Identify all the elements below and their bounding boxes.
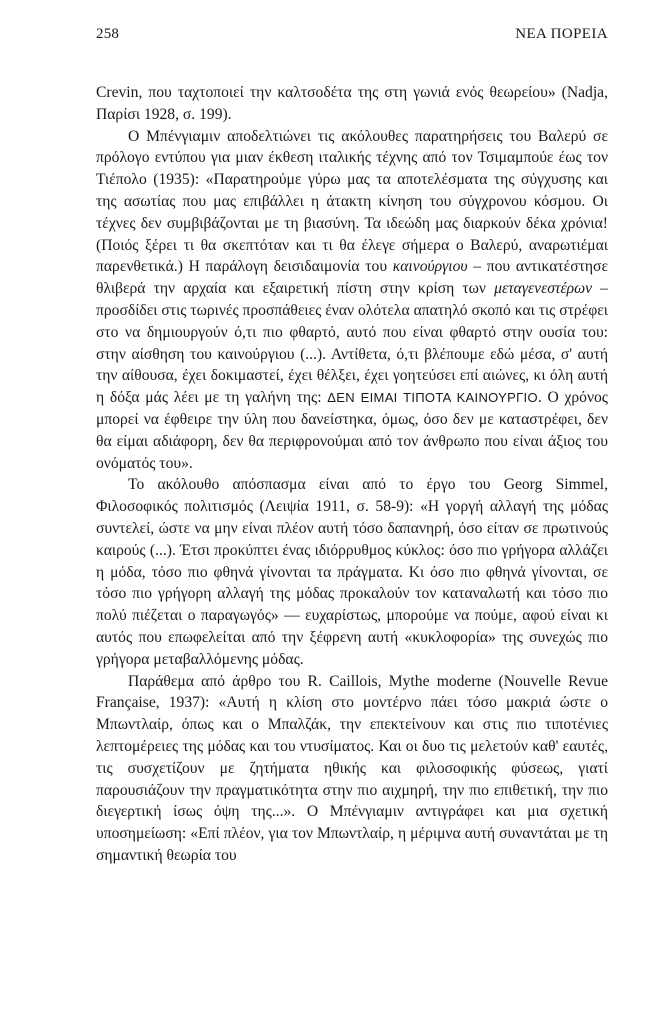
paragraph-text: Ο Μπένγιαμιν αποδελτιώνει τις ακόλουθες παρατηρήσεις του Βαλερύ σε πρόλογο εντύπου για μιαν έκθεση ιταλικής τέχνης από τον Τσιμαμπούε έως τον Τιέπολο (1935): «Παρατηρούμε γύρω μας τα αποτελέσματα της σύγχυσης και της ασωτίας που μας επιβάλλει η άτακτη κίνηση του σύγχρονου κόσμου. Οι τέχνες δεν συμβιβάζονται με τη βιασύνη. Τα ιδεώδη μας διαρκούν δέκα χρόνια! (Ποιός ξέρει τι θα σκεπτόταν και τι θα έλεγε σήμερα ο Βαλερύ, αναρωτιέμαι παρενθετικά.) Η παράλογη δεισιδαιμονία του [96,127,608,276]
page-number: 258 [96,26,120,42]
paragraph-text: – προσδίδει στις τωρινές προσπάθειες έναν ολότελα απατηλό σκοπό και τις στρέφει στο να δημιουργούν ό,τι πιο φθαρτό, αυτό που είναι φθαρτό στην ουσία του: στην αίσθηση του καινούργιου (...). Αντίθετα, ό,τι βλέπουμε εδώ μέσα, σ' αυτή την αίθουσα, έχει δοκιμαστεί, έχει θέλξει, έχει γοητεύσει επί αιώνες, κι όλη αυτή η δόξα μάς λέει με τη γαλήνη της: [96,280,609,407]
small-caps-quote: ΔΕΝ ΕΙΜΑΙ ΤΙΠΟΤΑ ΚΑΙΝΟΥΡΓΙΟ [327,390,538,406]
italic-term: μεταγενεστέρων [494,280,593,298]
book-page [96,26,608,867]
italic-term: καινούργιου [392,258,468,276]
paragraph-simmel: Το ακόλουθο απόσπασμα είναι από το έργο του Georg Simmel, Φιλοσοφικός πολιτισμός (Λειψία 1911, σ. 58-9): «Η γοργή αλλαγή της μόδας συντελεί, ώστε να μην είναι πλέον αυτή τόσο δαπανηρή, όσο είταν σε πρωτινούς καιρούς (...). Έτσι προκύπτει ένας ιδιόρρυθμος κύκλος: όσο πιο γρήγορα αλλάζει η μόδα, τόσο πιο φθηνά γίνονται τα πράγματα. Κι όσο πιο φθηνά γίνονται, σε τόσο πιο γρήγορη αλλαγή της μόδας προκαλούν τον καταναλωτή και τόσο πιο πολύ πιέζεται ο παραγωγός» — ευχαρίστως, μπορούμε να πούμε, αφού είναι κι αυτός που επωφελείται από την ξέφρενη αυτή «κυκλοφορία» της συνεχώς πιο γρήγορα μεταβαλλόμενης μόδας. [96,476,608,668]
running-head [96,26,608,56]
paragraph-caillois: Παράθεμα από άρθρο του R. Caillois, Mythe moderne (Nouvelle Revue Française, 1937): «Αυτή η κλίση στο μοντέρνο πάει τόσο μακριά ώστε ο Μπωντλαίρ, όπως και ο Μπαλζάκ, την επεκτείνουν και στις πιο τιποτένιες λεπτομέρειες της μόδας και του ντυσίματος. Και οι δυο τις μελετούν καθ' εαυτές, τις συσχετίζουν με ζητήματα ηθικής και φιλοσοφικής φύσεως, γιατί παρουσιάζουν την πραγματικότητα στην πιο αιχμηρή, την πιο επιθετική, την πιο διεγερτική ίσως όψη της...». Ο Μπένγιαμιν αντιγράφει και μια σχετική υποσημείωση: «Επί πλέον, για τον Μπωντλαίρ, η μέριμνα αυτή συναντάται με τη σημαντική θεωρία του [96,672,608,864]
paragraph-text: . Ο χρόνος μπορεί να έφθειρε την ύλη που δανείστηκα, όμως, όσο δεν με καταστρέφει, δεν θα είμαι αδιάφορη, δεν θα περιφρονούμαι από τον άνθρωπο που είναι άξιος του ονόματός του». [96,389,608,472]
paragraph-continuation: Crevin, που ταχτοποιεί την καλτσοδέτα της στη γωνιά ενός θεωρείου» (Nadja, Παρίσι 1928, σ. 199). [96,84,608,123]
running-title: ΝΕΑ ΠΟΡΕΙΑ [515,26,608,42]
body-text [96,82,608,867]
paragraph-benjamin-valery [96,126,608,475]
paragraph-text: – που αντικατέστησε θλιβερά την αρχαία και εξαιρετική πίστη στην κρίση των [96,258,608,298]
